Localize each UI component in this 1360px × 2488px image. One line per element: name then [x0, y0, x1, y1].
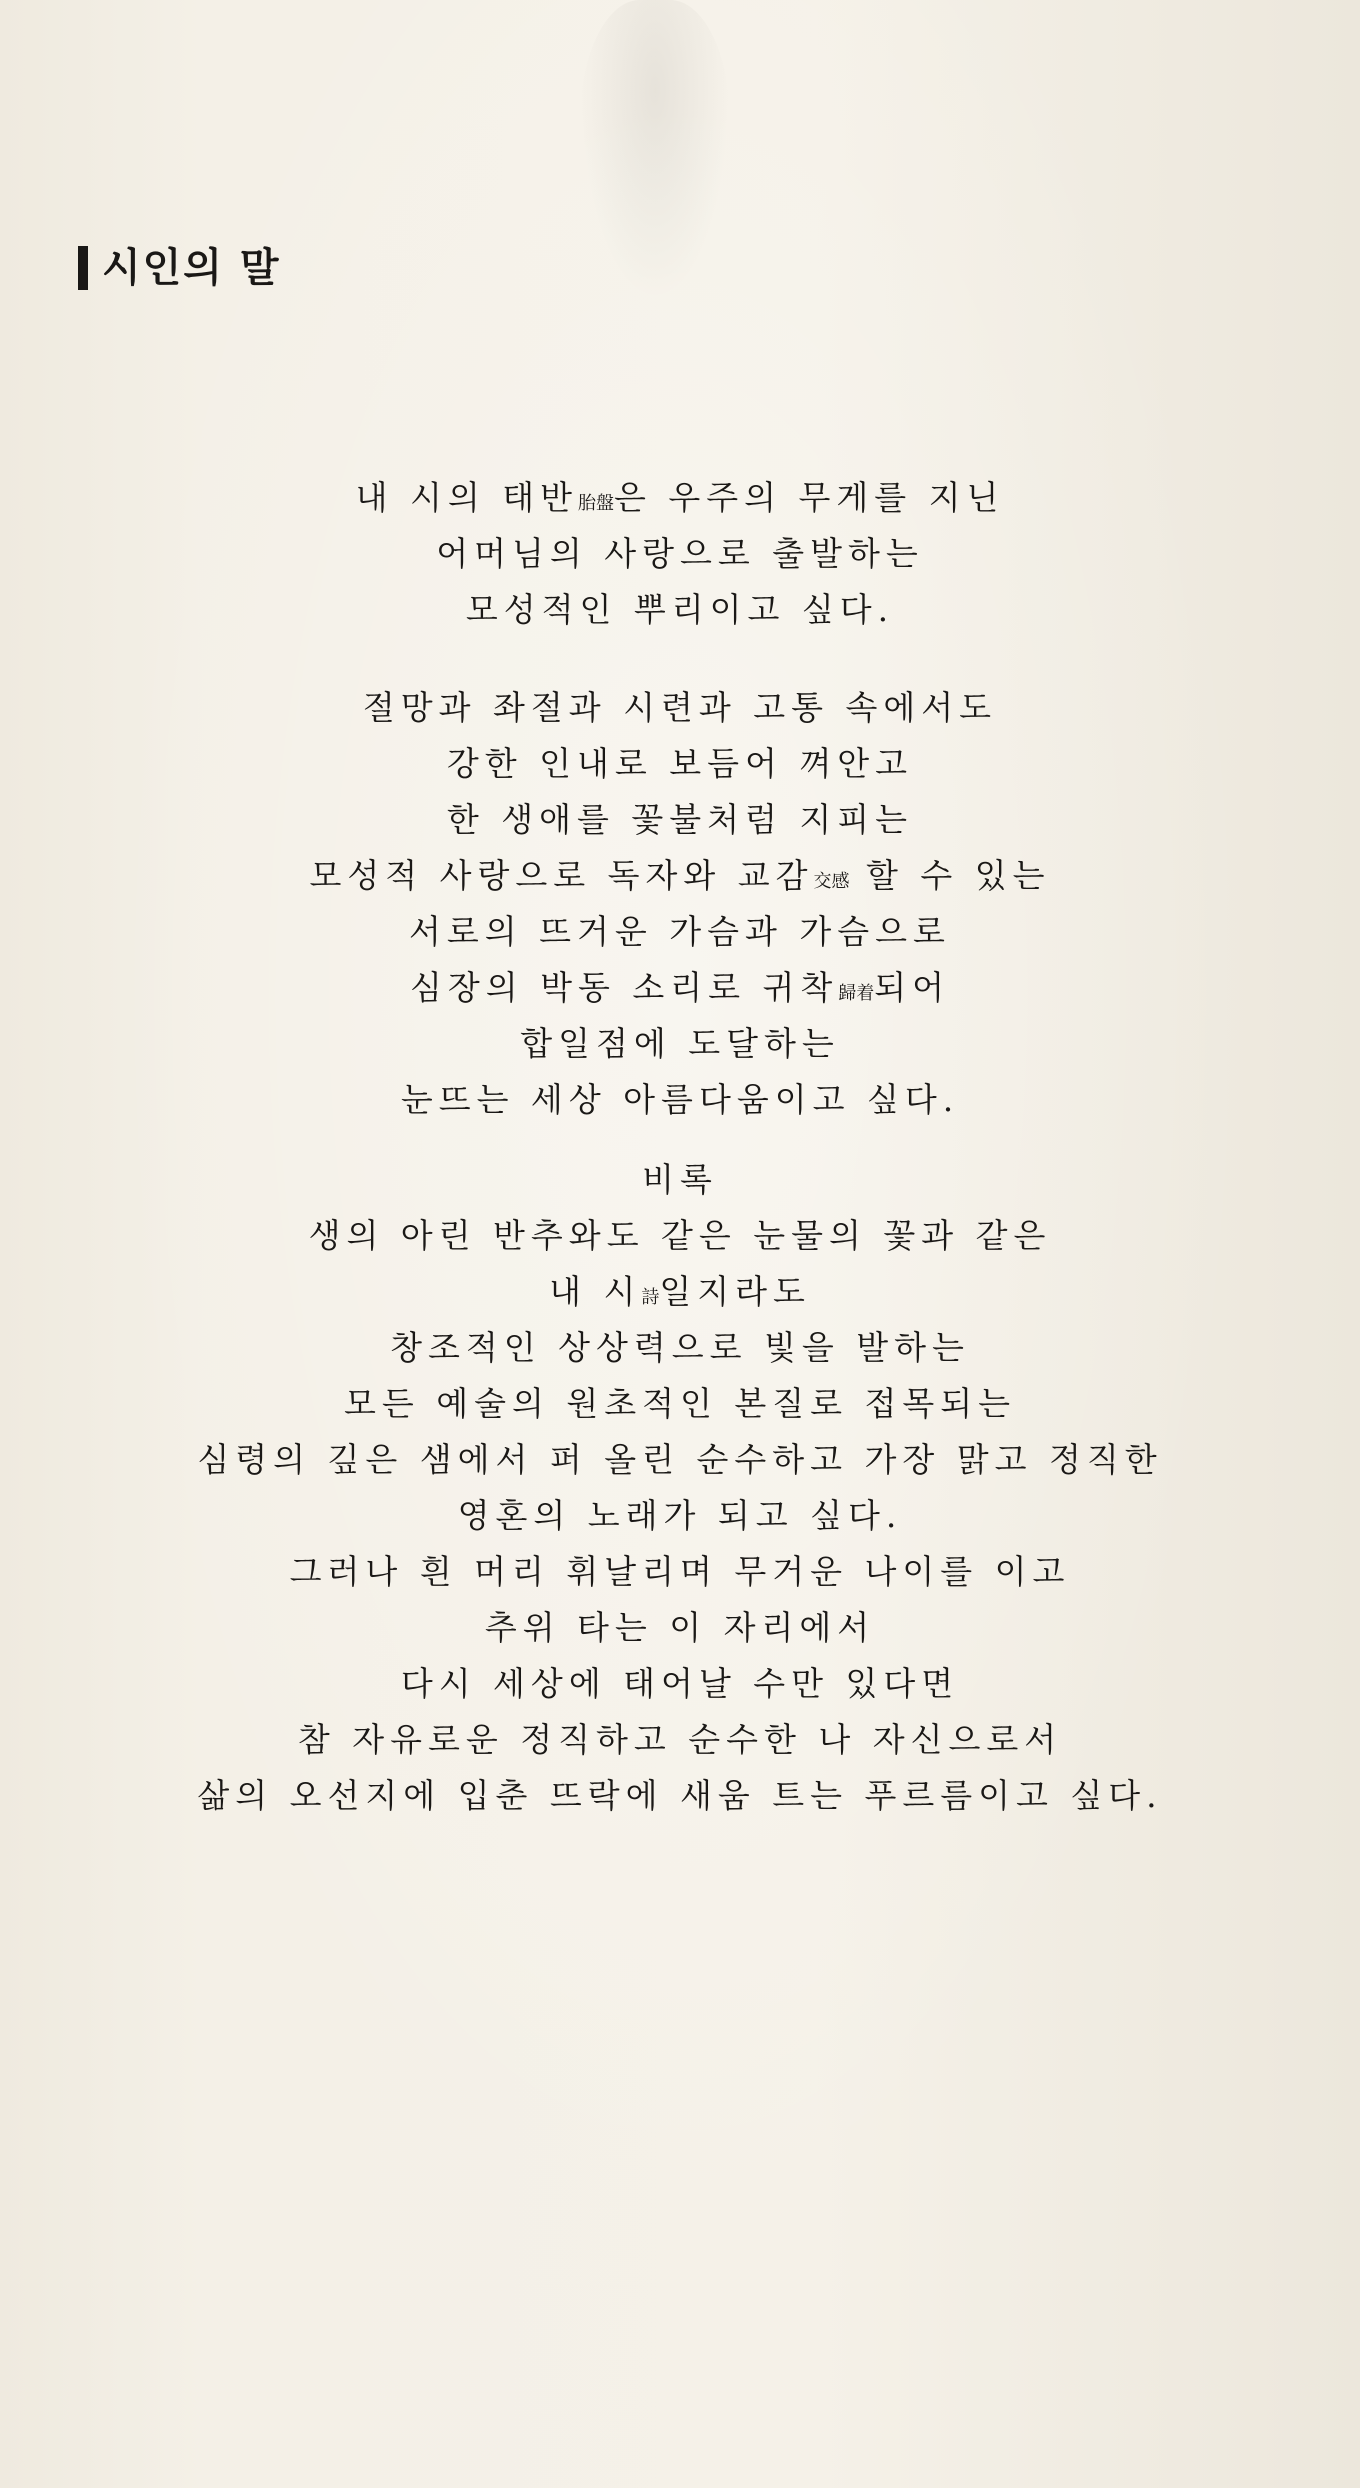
- poem-line: [60, 1320, 1300, 1376]
- poem-line: [60, 526, 1300, 582]
- poem-body: [60, 470, 1300, 1824]
- line-text: 다시 세상에 태어날 수만 있다면: [400, 1664, 960, 1703]
- poem-line: [60, 848, 1300, 904]
- hanja-annotation: 交感: [813, 871, 850, 892]
- stanza-break: [60, 1128, 1300, 1152]
- hanja-annotation: 詩: [641, 1287, 660, 1308]
- poem-line: [60, 1768, 1300, 1824]
- line-text: 눈뜨는 세상 아름다움이고 싶다.: [400, 1080, 960, 1119]
- line-text: 은 우주의 무게를 지닌: [614, 478, 1005, 517]
- poem-line: [60, 1712, 1300, 1768]
- heading-title: 시인의 말: [102, 245, 281, 291]
- hanja-annotation: 胎盤: [578, 493, 614, 514]
- poem-line: [60, 470, 1300, 526]
- line-text: 한 생애를 꽃불처럼 지피는: [446, 800, 914, 839]
- line-text: 모든 예술의 원초적인 본질로 접목되는: [343, 1384, 1016, 1423]
- poem-line: [60, 1072, 1300, 1128]
- poem-line: [60, 1376, 1300, 1432]
- poem-line: [60, 582, 1300, 638]
- line-text: 내 시의 태반: [355, 478, 578, 517]
- stanza: [60, 680, 1300, 1128]
- line-text: 추위 타는 이 자리에서: [484, 1608, 876, 1647]
- line-text: 비록: [642, 1160, 718, 1199]
- line-text: 참 자유로운 정직하고 순수한 나 자신으로서: [297, 1720, 1063, 1759]
- line-text: 서로의 뜨거운 가슴과 가슴으로: [409, 912, 951, 951]
- heading-marker-bar: [78, 246, 88, 290]
- line-text: 삶의 오선지에 입춘 뜨락에 새움 트는 푸르름이고 싶다.: [197, 1776, 1163, 1815]
- line-text: 모성적 사랑으로 독자와 교감: [309, 856, 814, 895]
- poem-line: [60, 1600, 1300, 1656]
- line-text: 내 시: [549, 1272, 642, 1311]
- line-text: 생의 아린 반추와도 같은 눈물의 꽃과 같은: [308, 1216, 1052, 1255]
- line-text: 절망과 좌절과 시련과 고통 속에서도: [362, 688, 998, 727]
- line-text: 일지라도: [659, 1272, 811, 1311]
- poem-line: [60, 1656, 1300, 1712]
- line-text: 되어: [874, 968, 950, 1007]
- poem-line: [60, 1264, 1300, 1320]
- poem-line: [60, 904, 1300, 960]
- poem-line: [60, 680, 1300, 736]
- hanja-annotation: 歸着: [838, 983, 875, 1004]
- stanza: [60, 470, 1300, 638]
- line-text: 영혼의 노래가 되고 싶다.: [457, 1496, 903, 1535]
- line-text: 모성적인 뿌리이고 싶다.: [465, 590, 895, 629]
- poem-line: [60, 1208, 1300, 1264]
- stanza: [60, 1152, 1300, 1824]
- poem-line: [60, 792, 1300, 848]
- line-text: 창조적인 상상력으로 빛을 발하는: [390, 1328, 970, 1367]
- line-text: 어머님의 사랑으로 출발하는: [436, 534, 924, 573]
- section-heading: [78, 238, 281, 298]
- poem-line: [60, 1544, 1300, 1600]
- stanza-break: [60, 638, 1300, 680]
- line-text: 할 수 있는: [849, 856, 1051, 895]
- poem-line: [60, 1488, 1300, 1544]
- bleed-through-shadow: [580, 0, 730, 300]
- poem-line: [60, 736, 1300, 792]
- poem-line: [60, 960, 1300, 1016]
- poem-line: [60, 1152, 1300, 1208]
- poem-line: [60, 1432, 1300, 1488]
- line-text: 심령의 깊은 샘에서 퍼 올린 순수하고 가장 맑고 정직한: [197, 1440, 1163, 1479]
- line-text: 합일점에 도달하는: [520, 1024, 840, 1063]
- line-text: 심장의 박동 소리로 귀착: [409, 968, 839, 1007]
- line-text: 그러나 흰 머리 휘날리며 무거운 나이를 이고: [289, 1552, 1071, 1591]
- line-text: 강한 인내로 보듬어 껴안고: [446, 744, 914, 783]
- poem-line: [60, 1016, 1300, 1072]
